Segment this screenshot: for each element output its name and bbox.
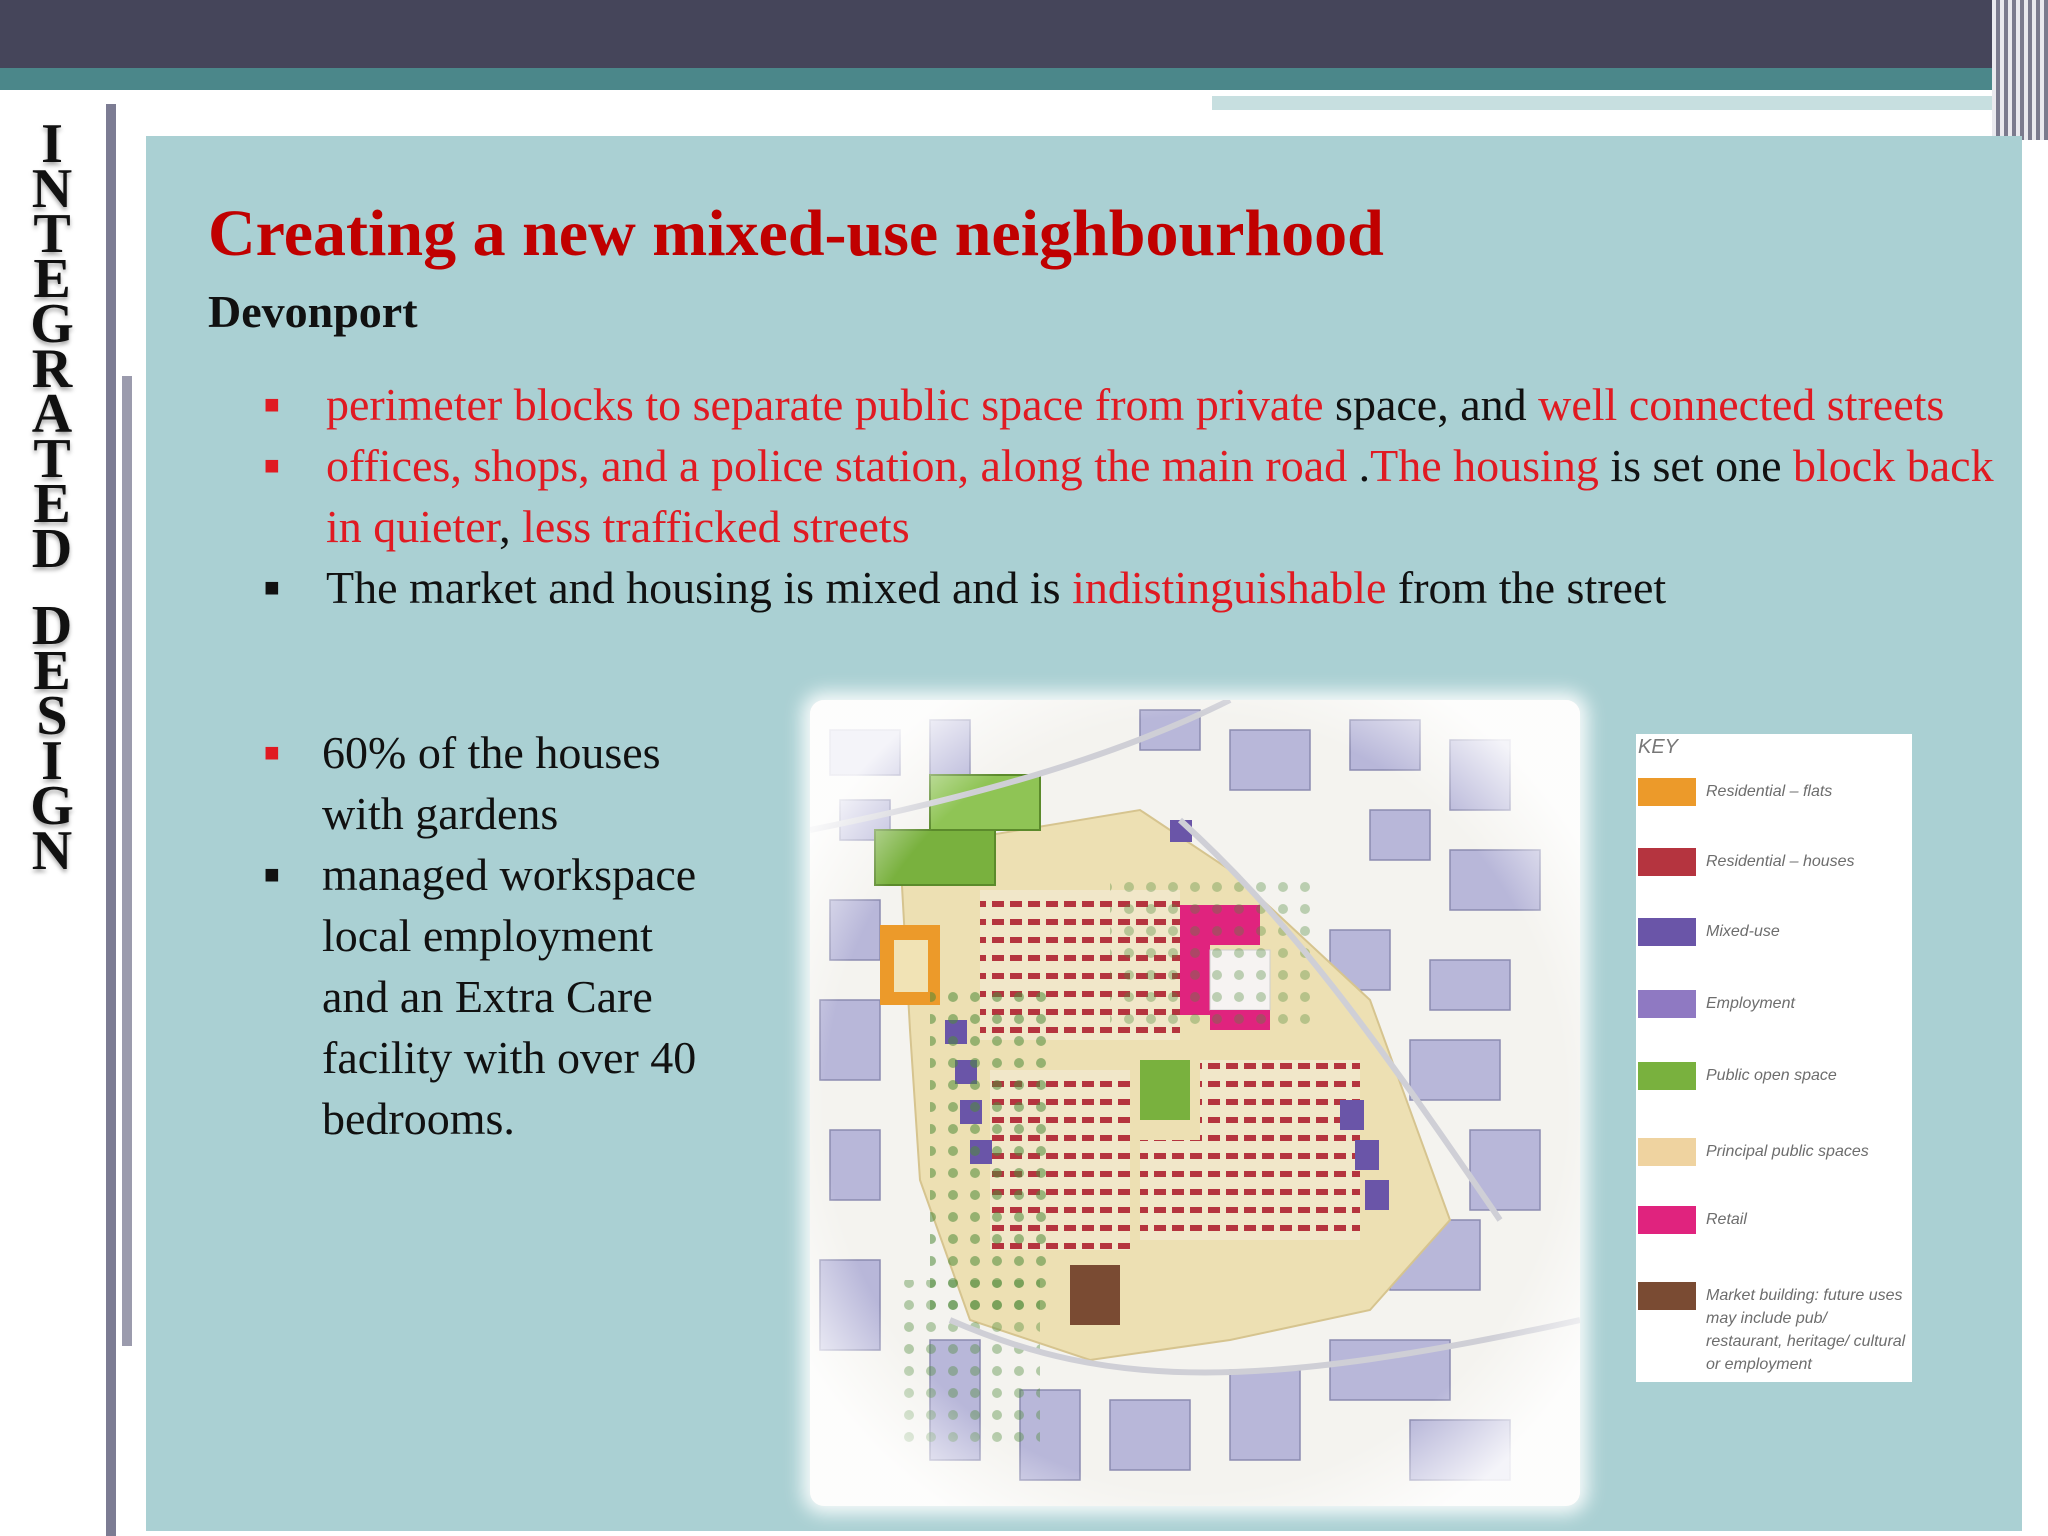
legend-swatch — [1638, 848, 1696, 876]
sidebar-title-letter: N — [31, 820, 73, 882]
map-legend-key — [1636, 734, 1912, 1382]
bullet-text-segment: less trafficked streets — [522, 501, 910, 552]
bullet-text-segment: indistinguishable — [1072, 562, 1387, 613]
legend-swatch — [1638, 918, 1696, 946]
legend-heading: KEY — [1638, 736, 1679, 758]
sidebar-title-letter: D — [31, 595, 73, 657]
legend-label: Market building: future uses may include pub/ restaurant, heritage/ cultural or employment — [1706, 1287, 1906, 1373]
bullet-item — [258, 374, 2008, 435]
legend-swatch — [1638, 1138, 1696, 1166]
legend-swatch — [1638, 1206, 1696, 1234]
sidebar-title-letter: R — [31, 338, 73, 400]
legend-swatch — [1638, 1282, 1696, 1310]
slide-light-strip — [1212, 96, 2048, 110]
bullet-line: bedrooms. — [322, 1093, 515, 1144]
slide-vertical-bar-inner — [122, 376, 132, 1346]
bullet-line: and an Extra Care — [322, 971, 653, 1022]
slide-vertical-bar — [106, 104, 116, 1536]
bullet-item — [258, 557, 2008, 618]
bullet-marker: ■ — [264, 390, 280, 419]
bullet-text-segment: well connected streets — [1538, 379, 1945, 430]
legend-swatch — [1638, 990, 1696, 1018]
sidebar-title-letter: E — [33, 473, 71, 535]
bullet-text-segment: is set one — [1598, 440, 1794, 491]
legend-label: Public open space — [1706, 1067, 1837, 1084]
slide-subtitle: Devonport — [208, 286, 418, 337]
sidebar-title-letter: I — [41, 113, 63, 175]
slide-top-bar — [0, 0, 2048, 68]
sidebar-title-letter: E — [33, 248, 71, 310]
bullet-line: local employment — [322, 910, 653, 961]
bullet-line: facility with over 40 — [322, 1032, 697, 1083]
bullet-marker: ■ — [264, 860, 280, 889]
slide-teal-band — [0, 68, 2048, 90]
bullet-text-segment: The housing — [1370, 440, 1599, 491]
sidebar-title-letter: G — [30, 293, 74, 355]
bullet-text-segment: block back in quieter — [326, 440, 1994, 552]
legend-swatch — [1638, 1062, 1696, 1090]
bullet-text-segment: from the street — [1386, 562, 1667, 613]
bullet-line: 60% of the houses — [322, 727, 661, 778]
bullet-line: managed workspace — [322, 849, 697, 900]
slide-title: Creating a new mixed-use neighbourhood — [208, 197, 1384, 270]
bullet-text-segment: . — [1358, 440, 1371, 491]
bullet-item — [258, 435, 2008, 557]
bullet-marker: ■ — [264, 451, 280, 480]
bullet-marker: ■ — [264, 573, 280, 602]
legend-label: Residential – houses — [1706, 853, 1855, 870]
sidebar-title-letter: A — [31, 383, 73, 445]
masterplan-map-image — [810, 700, 1580, 1506]
vertical-sidebar-title — [20, 113, 84, 882]
slide-thin-line — [1212, 112, 1896, 117]
sidebar-title-letter: T — [33, 203, 71, 265]
sidebar-title-letter: G — [30, 775, 74, 837]
bullet-text-segment: space, and — [1323, 379, 1539, 430]
bullet-marker: ■ — [264, 738, 280, 767]
sidebar-title-letter: S — [36, 685, 68, 747]
sidebar-title-letter: D — [31, 518, 73, 580]
sidebar-title-letter: N — [31, 158, 73, 220]
legend-swatch — [1638, 778, 1696, 806]
secondary-bullet-list — [258, 722, 818, 1149]
bullet-text-segment: The market and housing is mixed and is — [326, 562, 1073, 613]
sidebar-title-letter: I — [41, 730, 63, 792]
bullet-text-segment: , — [499, 501, 523, 552]
slide-white-strip — [0, 90, 1212, 102]
bullet-line: with gardens — [322, 788, 559, 839]
legend-label: Residential – flats — [1706, 783, 1833, 800]
slide-corner-stripes — [1992, 0, 2048, 140]
sidebar-title-letter: E — [33, 640, 71, 702]
bullet-item — [258, 722, 818, 844]
bullet-text-segment: offices, shops, and a police station, along the main road — [326, 440, 1359, 491]
legend-label: Employment — [1706, 995, 1795, 1012]
bullet-text-segment: perimeter blocks to separate public space from private — [326, 379, 1324, 430]
main-bullet-list — [258, 374, 2008, 618]
legend-label: Principal public spaces — [1706, 1143, 1869, 1160]
legend-label: Retail — [1706, 1211, 1747, 1228]
sidebar-title-letter: T — [33, 428, 71, 490]
legend-label: Mixed-use — [1706, 923, 1780, 940]
bullet-item — [258, 844, 818, 1149]
